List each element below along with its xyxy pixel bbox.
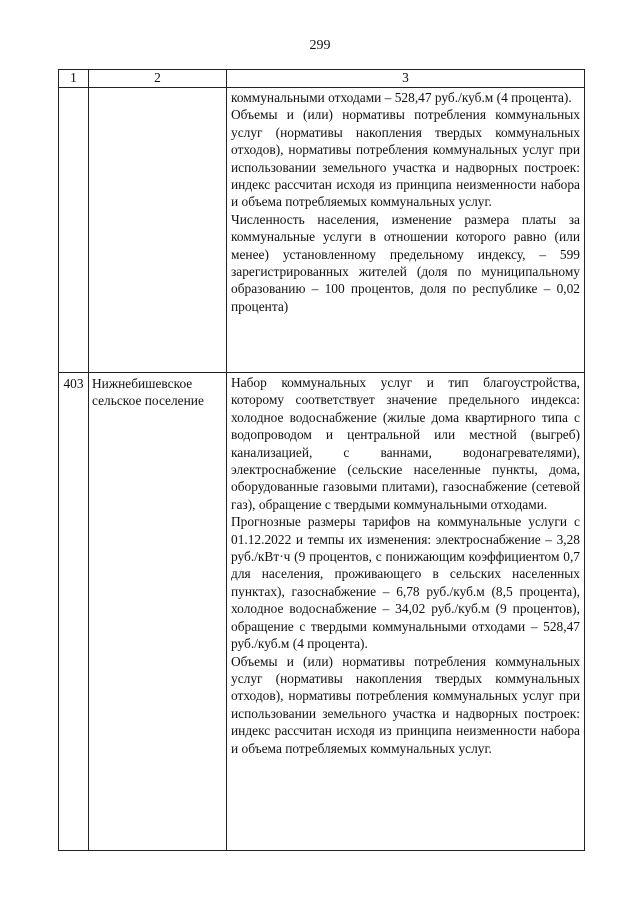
row-content [227, 373, 585, 851]
table-row [59, 88, 585, 373]
paragraph: Объемы и (или) нормативы потребления коммунальных услуг (нормативы накопления твердых коммунальных отходов), нормативы потребления коммунальных услуг при использовании земельного участка и надворных построек: индекс рассчитан исходя из принципа неизменности набора и объема потребляемых коммунальных услуг. [231, 107, 580, 210]
row-content [227, 88, 585, 373]
paragraph: Набор коммунальных услуг и тип благоустройства, которому соответствует значение предельного индекса: холодное водоснабжение (жилые дома квартирного типа с водопроводом и центральной или местной (выгреб) канализацией, с ваннами, водонагревателями), электроснабжение (сельские населенные пункты, дома, оборудованные газовыми плитами), газоснабжение (сетевой газ), обращение с твердыми коммунальными отходами. [231, 375, 580, 512]
page-number: 299 [309, 38, 331, 53]
municipality-name [89, 88, 227, 373]
paragraph: Прогнозные размеры тарифов на коммунальные услуги с 01.12.2022 и темпы их изменения: электроснабжение – 3,28 руб./кВт·ч (9 процентов, с понижающим коэффициентом 0,7 для населения, проживающего в сельских населенных пунктах), газоснабжение – 6,78 руб./куб.м (8,5 процента), холодное водоснабжение – 34,02 руб./куб.м (9 процентов), обращение с твердыми коммунальными отходами – 528,47 руб./куб.м (4 процента). [231, 514, 580, 652]
table-row [59, 373, 585, 851]
paragraph: Объемы и (или) нормативы потребления коммунальных услуг (нормативы накопления твердых коммунальных отходов), нормативы потребления коммунальных услуг при использовании земельного участка и надворных построек: индекс рассчитан исходя из принципа неизменности набора и объема потребляемых коммунальных услуг. [231, 653, 580, 756]
row-number [59, 88, 89, 373]
header-col-3: 3 [227, 70, 585, 88]
header-col-1: 1 [59, 70, 89, 88]
paragraph: коммунальными отходами – 528,47 руб./куб.м (4 процента). [231, 90, 572, 105]
header-col-2: 2 [89, 70, 227, 88]
paragraph: Численность населения, изменение размера платы за коммунальные услуги в отношении которого равно (или менее) установленному предельному индексу, – 599 зарегистрированных жителей (доля по муниципальному образованию – 100 процентов, доля по республике – 0,02 процента) [231, 211, 580, 314]
row-number: 403 [59, 373, 89, 851]
indices-table [58, 69, 585, 851]
table-header-row [59, 70, 585, 88]
municipality-name: Нижнебишевское сельское поселение [89, 373, 227, 851]
